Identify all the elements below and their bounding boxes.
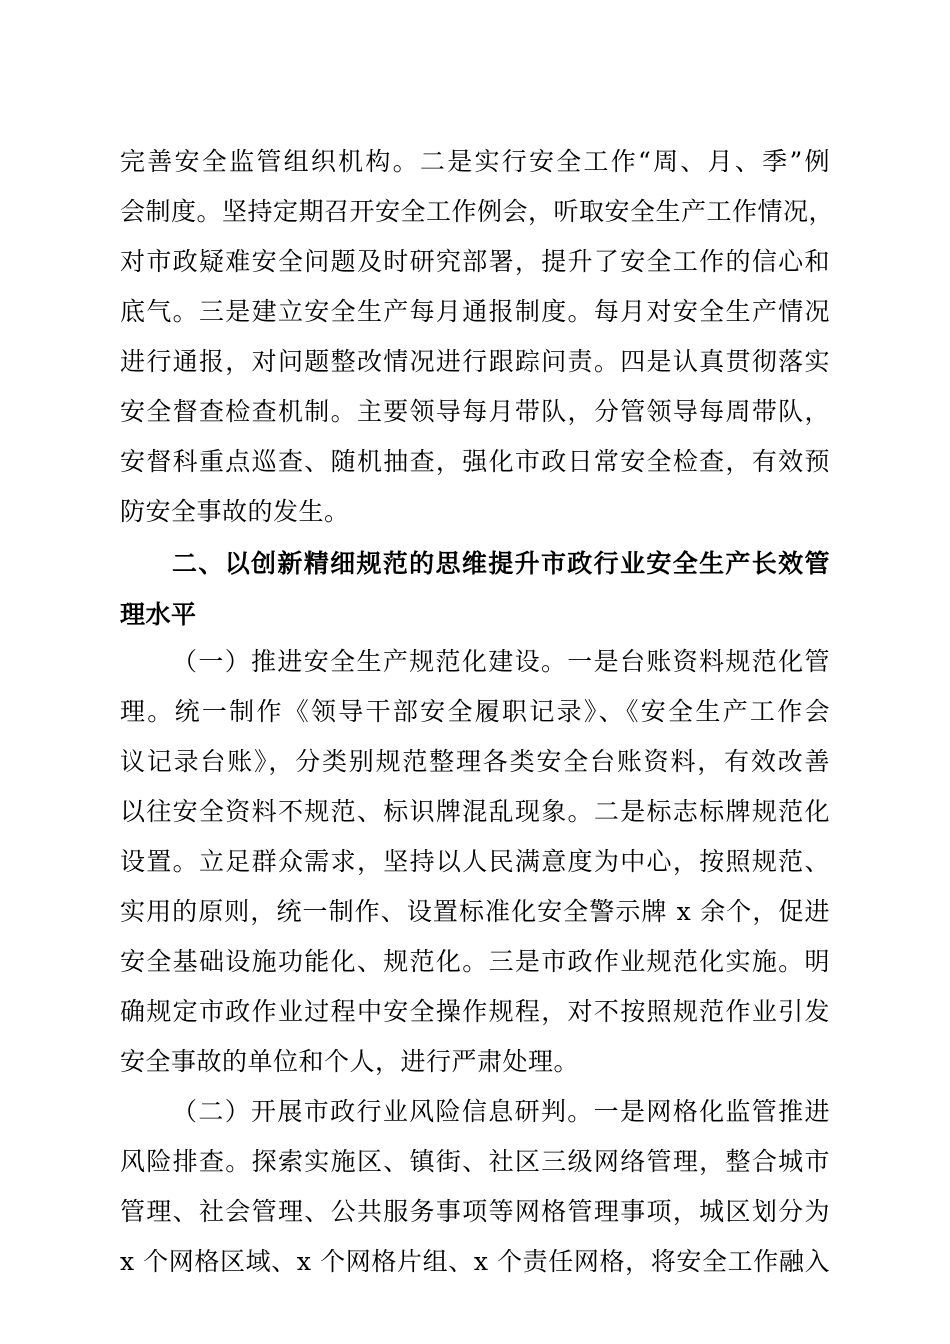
subsection-line: 以往安全资料不规范、标识牌混乱现象。二是标志标牌规范化 [120,797,830,826]
paragraph-line: 对市政疑难安全问题及时研究部署，提升了安全工作的信心和 [120,247,830,276]
paragraph-line: 安全督查检查机制。主要领导每月带队，分管领导每周带队， [120,397,830,426]
subsection-line: 实用的原则，统一制作、设置标准化安全警示牌 x 余个，促进 [120,897,830,926]
section-heading: 理水平 [120,600,197,629]
paragraph-line: 底气。三是建立安全生产每月通报制度。每月对安全生产情况 [120,297,830,326]
subsection-line: 管理、社会管理、公共服务事项等网格管理事项，城区划分为 [120,1197,830,1226]
subsection-line: x 个网格区域、x 个网格片组、x 个责任网格，将安全工作融入 [120,1247,830,1276]
subsection-line: 理。统一制作《领导干部安全履职记录》、《安全生产工作会 [120,697,830,726]
subsection-line: （二）开展市政行业风险信息研判。一是网格化监管推进 [172,1097,830,1126]
subsection-line: 安全基础设施功能化、规范化。三是市政作业规范化实施。明 [120,947,830,976]
paragraph-line: 完善安全监管组织机构。二是实行安全工作“周、月、季”例 [120,147,830,176]
subsection-line: 确规定市政作业过程中安全操作规程，对不按照规范作业引发 [120,997,830,1026]
section-heading: 二、以创新精细规范的思维提升市政行业安全生产长效管 [172,549,830,578]
paragraph-line: 防安全事故的发生。 [120,497,350,526]
paragraph-line: 会制度。坚持定期召开安全工作例会，听取安全生产工作情况， [120,197,835,226]
subsection-line: 风险排查。探索实施区、镇街、社区三级网络管理，整合城市 [120,1147,830,1176]
subsection-line: （一）推进安全生产规范化建设。一是台账资料规范化管 [172,647,830,676]
subsection-line: 设置。立足群众需求，坚持以人民满意度为中心，按照规范、 [120,847,830,876]
paragraph-line: 安督科重点巡查、随机抽查，强化市政日常安全检查，有效预 [120,447,830,476]
subsection-line: 安全事故的单位和个人，进行严肃处理。 [120,1047,580,1076]
paragraph-line: 进行通报，对问题整改情况进行跟踪问责。四是认真贯彻落实 [120,347,830,376]
subsection-line: 议记录台账》，分类别规范整理各类安全台账资料，有效改善 [120,747,830,776]
